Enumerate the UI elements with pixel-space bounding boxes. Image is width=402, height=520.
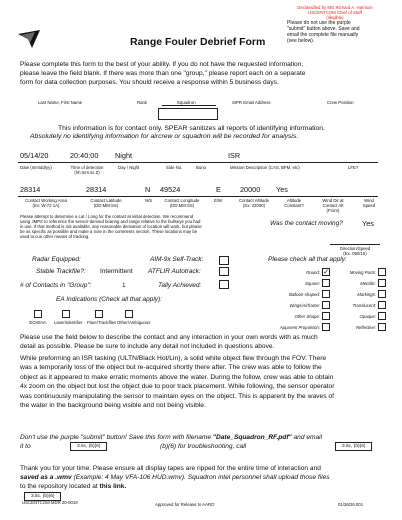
opaque-checkbox[interactable]	[378, 312, 386, 320]
alt-const-label-line1: Altitude	[286, 198, 302, 203]
atflir-checkbox[interactable]	[219, 267, 229, 276]
ns-value[interactable]: N	[145, 185, 151, 194]
round-checkbox[interactable]	[322, 268, 330, 276]
narrative-line6: the water in the background being visible and not being visible.	[20, 402, 206, 410]
rank-label: Rank	[137, 100, 148, 105]
tally-checkbox[interactable]	[219, 280, 229, 289]
redaction-box-3: 3.5c, (b)(6)	[24, 492, 61, 501]
moving-parts-label: Moving Parts:	[349, 270, 376, 275]
lon-label-line1: Contact Longitude	[164, 198, 200, 203]
side-label: Side No.	[166, 165, 183, 170]
declass-line2: USCENTCOM Chief of Staff	[308, 10, 362, 15]
save-line1b: and email	[291, 434, 323, 441]
redaction-box-2: 3.5c, (b)(6)	[335, 442, 372, 451]
declass-line1: Declassified by MG Richard A. Harrison	[297, 5, 373, 10]
lon-value[interactable]: 49524	[160, 185, 181, 194]
alt-label-line2: (Ex: 22000)	[242, 203, 266, 208]
time-label-line2: (hh:mm:ss Z)	[74, 170, 100, 175]
submit-note-line1: Please do not use the purple	[287, 20, 351, 26]
translucent-checkbox[interactable]	[378, 301, 386, 309]
shape-wings-label: Wings/Airframe:	[289, 303, 320, 308]
thanks-line1: Thank you for your time. Please ensure all display tapes are ripped for the entire time of interaction and	[20, 465, 321, 472]
square-checkbox[interactable]	[322, 279, 330, 287]
submit-note-line2: "submit" button above. Save and	[287, 26, 360, 32]
ns-label: N/S	[145, 198, 153, 203]
isr-value[interactable]: ISR	[228, 151, 241, 160]
stable-value[interactable]: Intermittent	[100, 268, 133, 275]
direction-label-line1: Direction/Speed	[339, 246, 371, 251]
redaction-box-1: 3.5c, (b)(6)	[70, 442, 107, 451]
moving-parts-checkbox[interactable]	[378, 268, 386, 276]
lat-label	[80, 198, 132, 208]
ew-value[interactable]: E	[216, 185, 221, 194]
attempt-line4: be as specific as possible and make a note in the comments section. These locations may be	[20, 229, 198, 234]
direction-label	[330, 246, 380, 256]
wind-dir-label	[314, 198, 352, 213]
ea-flare-label: Flare/Trackflies	[87, 320, 117, 325]
last-first-label: Last Name, First Name	[38, 100, 83, 105]
area-label-line2: (Ex: W-72 1A)	[32, 203, 60, 208]
row2-rule	[18, 196, 378, 197]
ea-other-checkbox[interactable]	[125, 310, 133, 318]
describe-line1: Please use the field below to describe the contact and any interaction in your own words with as much	[20, 334, 318, 341]
markings-label: Markings:	[357, 292, 376, 297]
sipr-label: SIPR Email Address	[232, 100, 271, 105]
submit-note-line4: (see below).	[287, 38, 315, 44]
reflective-checkbox[interactable]	[378, 323, 386, 331]
alt-const-label	[278, 198, 310, 208]
stable-label: Stable Trackfile?:	[36, 268, 86, 275]
ea-flare-checkbox[interactable]	[95, 310, 103, 318]
save-line1a: Don't use the purple "submit" button! Save this form with filename	[20, 434, 213, 441]
narrative-line4: 4x zoom on the object but lost the object due to poor track placement. While following, the sensor operator	[20, 383, 335, 391]
attempt-note	[20, 214, 245, 239]
shape-round-label: Round:	[306, 270, 320, 275]
propulsion-checkbox[interactable]	[322, 323, 330, 331]
attempt-line2: using JMPS to reference the sensor-derived bearing and range relative to the bullseye you had	[20, 219, 201, 224]
submit-note-line3: email the complete file manually	[287, 32, 359, 38]
lon-label	[156, 198, 208, 208]
lat-value[interactable]: 28314	[86, 185, 107, 194]
thanks-line2a: saved as a .wmv	[20, 474, 72, 481]
repository-link[interactable]: this link.	[97, 483, 127, 490]
markings-checkbox[interactable]	[378, 290, 386, 298]
shape-balloon-label: Balloon-shaped:	[288, 292, 320, 297]
footer-mdr: USCENTCOM MDR 20-0019	[22, 500, 78, 505]
mission-label: Mission Description (CAS, BFM, etc)	[230, 165, 300, 170]
aim9x-checkbox[interactable]	[219, 256, 229, 265]
ea-label: EA Indications (Check all that apply):	[56, 296, 162, 303]
intro-text	[20, 60, 395, 87]
balloon-checkbox[interactable]	[322, 290, 330, 298]
contact-only-note	[30, 125, 390, 141]
declass-line3: (illegible)	[326, 15, 344, 20]
aim9x-label: AIM-9x Self-Track:	[150, 256, 204, 263]
translucent-label: Translucent:	[352, 303, 376, 308]
lfe-label: LFE?	[348, 165, 359, 170]
contacts-value[interactable]: 1	[122, 282, 126, 289]
crew-label: Crew Position	[327, 100, 354, 105]
check-all-title: Please check all that apply:	[268, 256, 347, 263]
shape-square-label: Square:	[304, 281, 320, 286]
submit-note	[287, 20, 399, 44]
lon-label-line2: (DD:MM:SS)	[169, 203, 195, 208]
time-value[interactable]: 20:40:00	[70, 151, 99, 160]
wind-speed-label-line1: Wind	[364, 198, 374, 203]
ea-laser-checkbox[interactable]	[62, 310, 70, 318]
thanks-line2b: (Example: 4 May VFA-106 HUD.wmv). Squadron intel personnel shall upload those files	[71, 474, 330, 481]
time-label	[64, 165, 110, 175]
wind-dir-label-line3: (From)	[326, 208, 340, 213]
lat-label-line1: Contact Latitude	[90, 198, 122, 203]
check-mark-icon: ✓	[323, 269, 329, 276]
save-line2c: (b)(6) for troubleshooting, call	[160, 443, 247, 450]
squadron-input[interactable]	[158, 108, 218, 120]
tally-label: Tally Achieved:	[158, 282, 202, 289]
ea-other-label: Other/Ambiguous	[117, 320, 151, 325]
save-filename: "Date_Squadron_RF.pdf"	[212, 434, 292, 441]
area-label	[18, 198, 74, 208]
contact-only-line1: This information is for contact only. SPEAR sanitizes all reports of identifying information.	[58, 125, 325, 132]
date-label: Date (mm/dd/yy)	[20, 165, 52, 170]
alt-label-line1: Contact Altitude	[238, 198, 270, 203]
alt-const-value[interactable]: Yes	[276, 185, 288, 194]
wind-speed-label-line2: Speed	[362, 203, 376, 208]
wings-checkbox[interactable]	[322, 301, 330, 309]
thanks-note	[20, 464, 400, 491]
lat-label-line2: (DD:MM:SS)	[93, 203, 119, 208]
footer-approved: Approved for Release to AARO	[155, 502, 215, 507]
moving-label: Was the contact moving?	[270, 220, 343, 227]
narrative-line2: was a temporarily loss of the object but re-acquired shortly there after. The crew was able to follow the	[20, 364, 322, 372]
area-value[interactable]: 28314	[20, 185, 41, 194]
metallic-label: Metallic:	[360, 281, 376, 286]
intro-line1: Please complete this form to the best of your ability. If you do not have the requested information,	[20, 61, 304, 68]
describe-line2: detail as possible. Please be sure to include any detail not included in questions above.	[20, 342, 275, 350]
row1-rule	[18, 162, 378, 163]
spear-logo	[18, 30, 40, 48]
ew-label: E/W	[214, 198, 223, 203]
time-label-line1: Time of detection	[70, 165, 104, 170]
shape-other-label: Other Shape:	[294, 314, 320, 319]
metallic-checkbox[interactable]	[378, 279, 386, 287]
ea-ecm-label: ECM/Arc	[29, 320, 47, 325]
propulsion-label: Apparent Propulsion:	[279, 325, 320, 330]
intro-line3: form for data collection purposes. You should receive a response within 5 business days.	[20, 79, 279, 86]
atflir-label: ATFLIR Autotrack:	[148, 268, 201, 275]
attempt-line1: Please attempt to determine a Lat / Long for the contact at initial detection. We recommend	[20, 214, 194, 219]
form-title: Range Fouler Debrief Form	[130, 36, 266, 48]
intro-line2: please leave the field blank. If there was more than one "group," please report each on a separate	[20, 70, 306, 77]
altitude-value[interactable]: 20000	[240, 185, 261, 194]
contacts-label: # of Contacts in "Group":	[20, 282, 92, 289]
narrative-line1: While preforming an ISR tasking (ULTN/Black Hot/Lin), a solid white object flew through the FOV. There	[20, 355, 327, 362]
save-line2a: it to	[20, 443, 31, 450]
ea-laser-label: Laser/Identifier	[54, 320, 83, 325]
direction-label-line2: (Ex. 090/15)	[343, 251, 367, 256]
wind-dir-label-line1: Wind Dir at	[322, 198, 344, 203]
area-label-line1: Contact Working Area	[25, 198, 67, 203]
day-label: Day / Night	[118, 165, 140, 170]
alt-const-label-line2: Constant?	[284, 203, 304, 208]
footer-code: 01/26/26.001	[338, 502, 364, 507]
ea-ecm-checkbox[interactable]	[34, 310, 42, 318]
attempt-line3: in use. If that method is not available, any reasonable derivation of location will work, but please	[20, 224, 202, 229]
squadron-label: Squadron	[177, 100, 196, 105]
narrative-line3: object as it appeared to make erratic moments above the water. During the follow, crew was able to obtain	[20, 373, 334, 381]
narrative-text[interactable]	[20, 354, 398, 410]
attempt-line5: used to cue other means of tracking.	[20, 234, 90, 239]
declass-stamp	[270, 5, 400, 20]
other-shape-checkbox[interactable]	[322, 312, 330, 320]
thanks-line2	[20, 473, 400, 482]
wind-speed-label	[356, 198, 382, 208]
direction-rule	[330, 244, 380, 245]
moving-value[interactable]: Yes	[362, 219, 374, 228]
thanks-line3	[20, 482, 400, 491]
narrative-line5: was continuously manipulating the sensor to maintain eyes on the object. This is apparent by the waves of	[20, 392, 334, 400]
buno-label: Buno	[196, 165, 207, 170]
opaque-label: Opaque:	[359, 314, 376, 319]
alt-label	[232, 198, 276, 208]
describe-note	[20, 334, 395, 351]
date-value[interactable]: 05/14/20	[20, 151, 49, 160]
reflective-label: Reflective:	[355, 325, 376, 330]
wind-dir-label-line2: Contact Alt	[322, 203, 344, 208]
radar-label: Radar Equipped:	[32, 256, 81, 263]
thanks-line3a: to the repository located at	[20, 483, 98, 490]
day-night-value[interactable]: Night	[115, 151, 133, 160]
contact-only-line2: Absolutely no identifying information for aircrew or squadron will be recorded for analysis.	[30, 133, 299, 140]
